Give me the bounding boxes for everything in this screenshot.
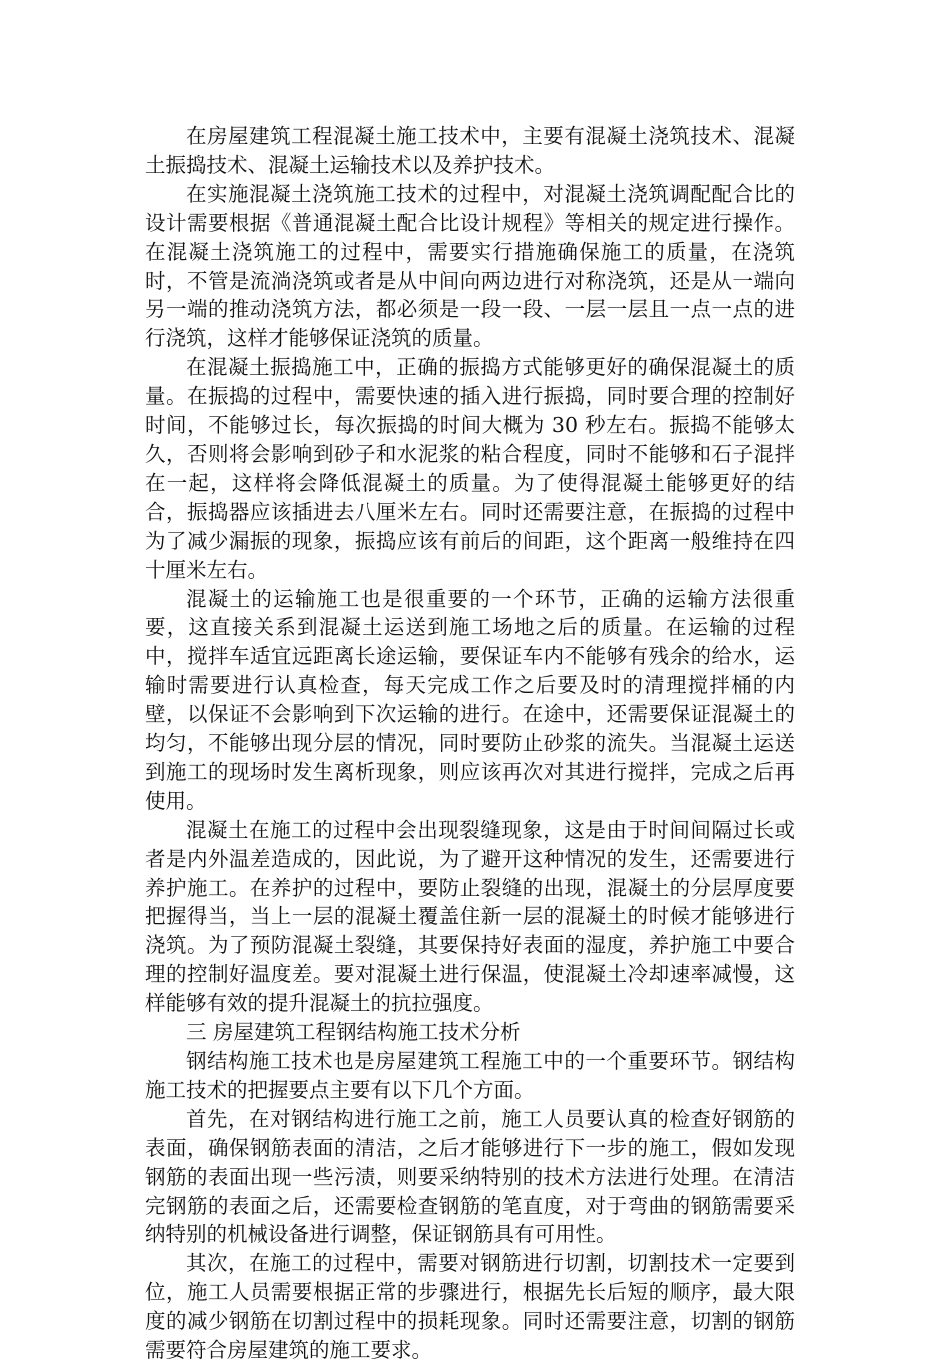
paragraph-steel-second: 其次，在施工的过程中，需要对钢筋进行切割，切割技术一定要到位，施工人员需要根据正常的步骤进行，根据先长后短的顺序，最大限度的减少钢筋在切割过程中的损耗现象。同时还需要注意，切割的钢筋需要符合房屋建筑的施工要求。 bbox=[145, 1251, 795, 1363]
paragraph-concrete-techniques-intro: 在房屋建筑工程混凝土施工技术中，主要有混凝土浇筑技术、混凝土振捣技术、混凝土运输技术以及养护技术。 bbox=[145, 124, 795, 177]
section-heading-steel-structure: 三 房屋建筑工程钢结构施工技术分析 bbox=[186, 1020, 521, 1045]
paragraph-concrete-vibration: 在混凝土振捣施工中，正确的振捣方式能够更好的确保混凝土的质量。在振捣的过程中，需要快速的插入进行振捣，同时要合理的控制好时间，不能够过长，每次振捣的时间大概为 30 秒左右。振捣不能够太久，否则将会影响到砂子和水泥浆的粘合程度，同时不能够和石子混拌在一起，这样将会降低混凝土的质量。为了使得混凝土能够更好的结合，振捣器应该插进去八厘米左右。同时还需要注意，在振捣的过程中为了减少漏振的现象，振捣应该有前后的间距，这个距离一般维持在四十厘米左右。 bbox=[145, 355, 795, 582]
paragraph-steel-first: 首先，在对钢结构进行施工之前，施工人员要认真的检查好钢筋的表面，确保钢筋表面的清洁，之后才能够进行下一步的施工，假如发现钢筋的表面出现一些污渍，则要采纳特别的技术方法进行处理。在清洁完钢筋的表面之后，还需要检查钢筋的笔直度，对于弯曲的钢筋需要采纳特别的机械设备进行调整，保证钢筋具有可用性。 bbox=[145, 1106, 795, 1247]
paragraph-steel-intro: 钢结构施工技术也是房屋建筑工程施工中的一个重要环节。钢结构施工技术的把握要点主要有以下几个方面。 bbox=[145, 1049, 795, 1102]
paragraph-concrete-pouring: 在实施混凝土浇筑施工技术的过程中，对混凝土浇筑调配配合比的设计需要根据《普通混凝土配合比设计规程》等相关的规定进行操作。在混凝土浇筑施工的过程中，需要实行措施确保施工的质量，在浇筑时，不管是流淌浇筑或者是从中间向两边进行对称浇筑，还是从一端向另一端的推动浇筑方法，都必须是一段一段、一层一层且一点一点的进行浇筑，这样才能够保证浇筑的质量。 bbox=[145, 181, 795, 351]
paragraph-concrete-curing: 混凝土在施工的过程中会出现裂缝现象，这是由于时间间隔过长或者是内外温差造成的，因此说，为了避开这种情况的发生，还需要进行养护施工。在养护的过程中，要防止裂缝的出现，混凝土的分层厚度要把握得当，当上一层的混凝土覆盖住新一层的混凝土的时候才能够进行浇筑。为了预防混凝土裂缝，其要保持好表面的湿度，养护施工中要合理的控制好温度差。要对混凝土进行保温，使混凝土冷却速率减慢，这样能够有效的提升混凝土的抗拉强度。 bbox=[145, 817, 795, 1016]
document-body bbox=[145, 122, 795, 1365]
paragraph-concrete-transport: 混凝土的运输施工也是很重要的一个环节，正确的运输方法很重要，这直接关系到混凝土运送到施工场地之后的质量。在运输的过程中，搅拌车适宜远距离长途运输，要保证车内不能够有残余的给水，运输时需要进行认真检查，每天完成工作之后要及时的清理搅拌桶的内壁，以保证不会影响到下次运输的进行。在途中，还需要保证混凝土的均匀，不能够出现分层的情况，同时要防止砂浆的流失。当混凝土运送到施工的现场时发生离析现象，则应该再次对其进行搅拌，完成之后再使用。 bbox=[145, 586, 795, 813]
